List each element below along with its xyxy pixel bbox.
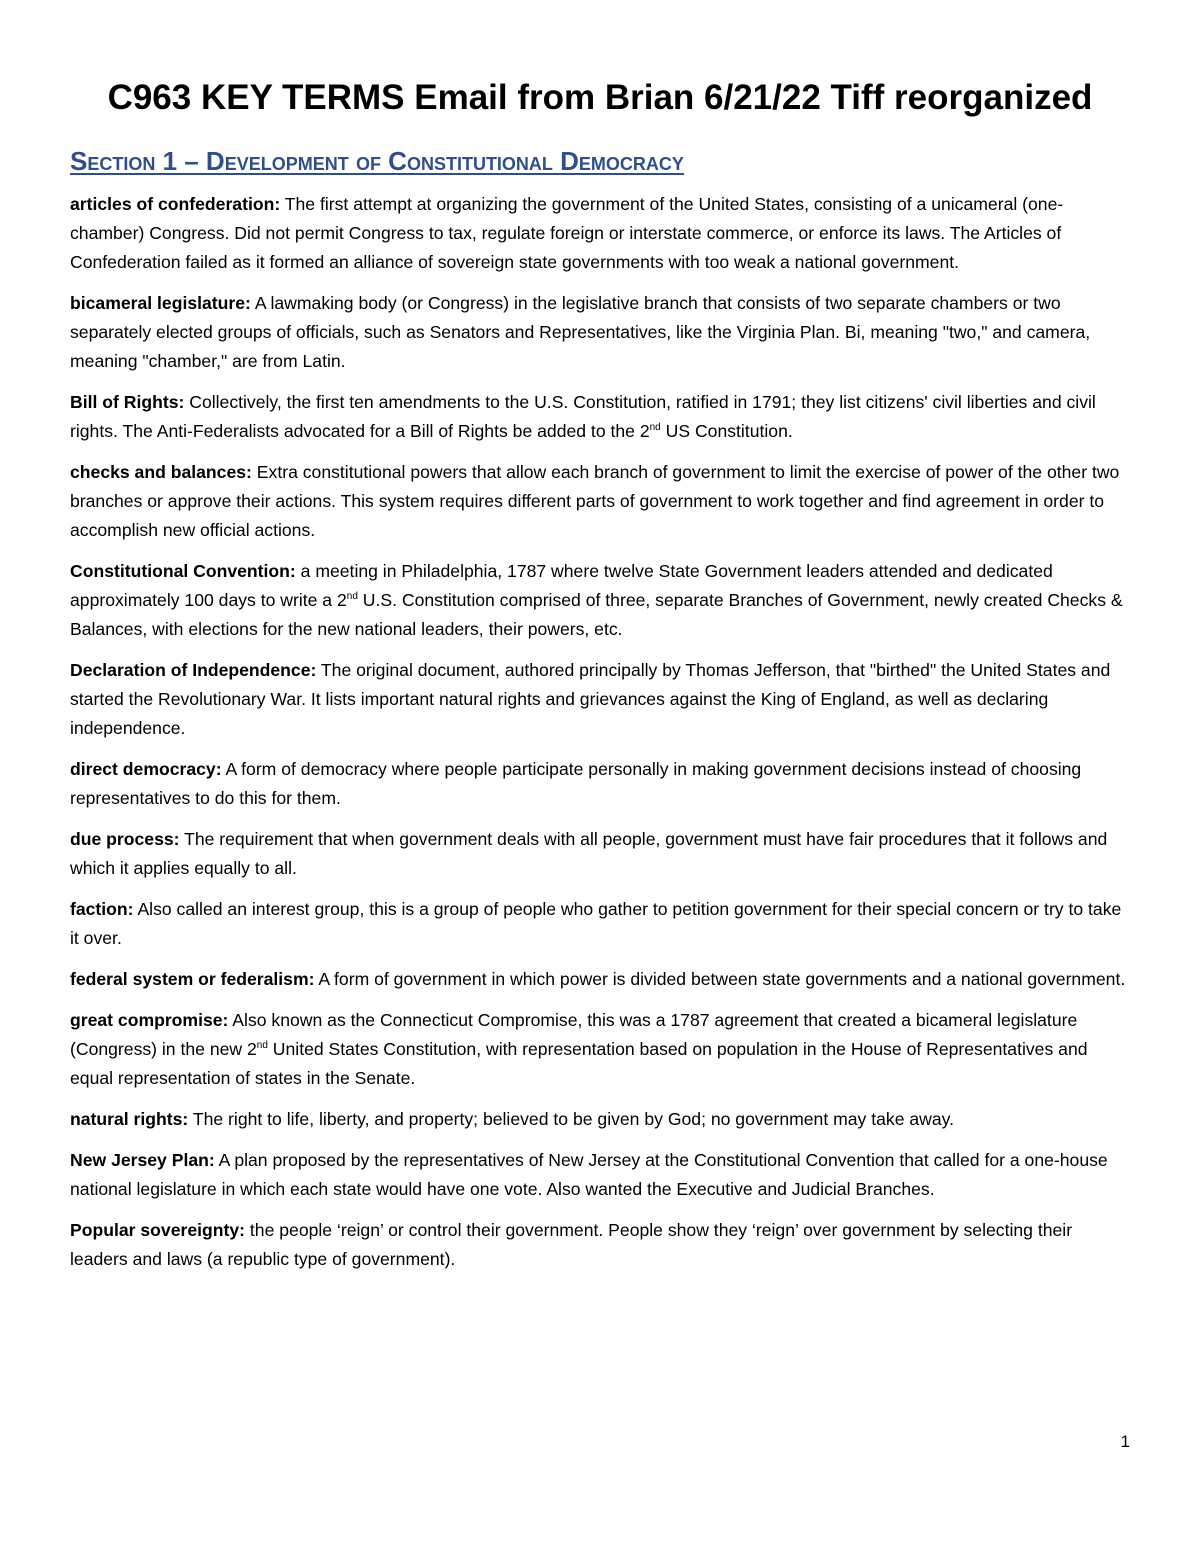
term-articles-of-confederation bbox=[70, 190, 1130, 277]
term-bicameral-legislature bbox=[70, 289, 1130, 376]
term-name: Declaration of Independence: bbox=[70, 660, 317, 680]
term-new-jersey-plan bbox=[70, 1146, 1130, 1204]
term-definition: Collectively, the first ten amendments to the U.S. Constitution, ratified in 1791; they list citizens' civil liberties and civil rights. The Anti-Federalists advocated for a Bill of Rights be added to the 2 bbox=[70, 392, 1096, 441]
term-name: direct democracy: bbox=[70, 759, 222, 779]
term-faction bbox=[70, 895, 1130, 953]
term-federal-system bbox=[70, 965, 1130, 994]
term-definition: The requirement that when government deals with all people, government must have fair procedures that it follows and which it applies equally to all. bbox=[70, 829, 1108, 878]
term-name: New Jersey Plan: bbox=[70, 1150, 215, 1170]
term-name: due process: bbox=[70, 829, 180, 849]
term-definition: The right to life, liberty, and property; believed to be given by God; no government may take away. bbox=[188, 1109, 955, 1129]
term-definition: Also known as the Connecticut Compromise, this was a 1787 agreement that created a bicameral legislature (Congress) in the new 2 bbox=[70, 1010, 1078, 1059]
term-definition-continued: United States Constitution, with representation based on population in the House of Representatives and equal representation of states in the Senate. bbox=[70, 1039, 1088, 1088]
term-definition-continued: U.S. Constitution comprised of three, separate Branches of Government, newly created Checks & Balances, with elections for the new national leaders, their powers, etc. bbox=[70, 590, 1123, 639]
term-name: Popular sovereignty: bbox=[70, 1220, 246, 1240]
section-heading: Section 1 – Development of Constitutional Democracy bbox=[70, 146, 684, 176]
term-bill-of-rights bbox=[70, 388, 1130, 446]
term-great-compromise bbox=[70, 1006, 1130, 1093]
term-constitutional-convention bbox=[70, 557, 1130, 644]
term-declaration-of-independence bbox=[70, 656, 1130, 743]
term-name: natural rights: bbox=[70, 1109, 189, 1129]
term-definition: A plan proposed by the representatives of New Jersey at the Constitutional Convention that called for a one-house national legislature in which each state would have one vote. Also wanted the Executive and Judicial Branches. bbox=[70, 1150, 1108, 1199]
term-natural-rights bbox=[70, 1105, 1130, 1134]
term-name: great compromise: bbox=[70, 1010, 229, 1030]
term-definition-continued: US Constitution. bbox=[660, 421, 793, 441]
term-name: articles of confederation: bbox=[70, 194, 281, 214]
term-definition: A form of democracy where people participate personally in making government decisions instead of choosing representatives to do this for them. bbox=[70, 759, 1082, 808]
term-definition: Also called an interest group, this is a group of people who gather to petition government for their special concern or try to take it over. bbox=[70, 899, 1122, 948]
term-name: Constitutional Convention: bbox=[70, 561, 296, 581]
term-popular-sovereignty bbox=[70, 1216, 1130, 1274]
term-name: Bill of Rights: bbox=[70, 392, 185, 412]
document-title: C963 KEY TERMS Email from Brian 6/21/22 Tiff reorganized bbox=[107, 78, 1093, 117]
term-checks-and-balances bbox=[70, 458, 1130, 545]
term-definition: The first attempt at organizing the government of the United States, consisting of a unicameral (one-chamber) Congress. Did not permit Congress to tax, regulate foreign or interstate commerce, or enforce its laws. The Articles of Confederation failed as it formed an alliance of sovereign state governments with too weak a national government. bbox=[70, 194, 1064, 272]
ordinal-superscript: nd bbox=[256, 1040, 268, 1052]
term-definition: A lawmaking body (or Congress) in the legislative branch that consists of two separate chambers or two separately elected groups of officials, such as Senators and Representatives, like the Virginia Plan. Bi, meaning "two," and camera, meaning "chamber," are from Latin. bbox=[70, 293, 1091, 371]
terms-list bbox=[70, 190, 1130, 1286]
ordinal-superscript: nd bbox=[649, 422, 661, 434]
term-definition: A form of government in which power is divided between state governments and a national government. bbox=[314, 969, 1126, 989]
term-definition: a meeting in Philadelphia, 1787 where twelve State Government leaders attended and dedicated approximately 100 days to write a 2 bbox=[70, 561, 1053, 610]
term-definition: the people ‘reign’ or control their government. People show they ‘reign’ over government by selecting their leaders and laws (a republic type of government). bbox=[70, 1220, 1073, 1269]
page-number: 1 bbox=[1120, 1432, 1130, 1451]
term-due-process bbox=[70, 825, 1130, 883]
ordinal-superscript: nd bbox=[346, 591, 358, 603]
term-name: federal system or federalism: bbox=[70, 969, 315, 989]
term-definition: The original document, authored principally by Thomas Jefferson, that "birthed" the United States and started the Revolutionary War. It lists important natural rights and grievances against the King of England, as well as declaring independence. bbox=[70, 660, 1111, 738]
term-name: bicameral legislature: bbox=[70, 293, 251, 313]
term-name: checks and balances: bbox=[70, 462, 252, 482]
term-name: faction: bbox=[70, 899, 134, 919]
term-direct-democracy bbox=[70, 755, 1130, 813]
term-definition: Extra constitutional powers that allow each branch of government to limit the exercise of power of the other two branches or approve their actions. This system requires different parts of government to work together and find agreement in order to accomplish new official actions. bbox=[70, 462, 1120, 540]
